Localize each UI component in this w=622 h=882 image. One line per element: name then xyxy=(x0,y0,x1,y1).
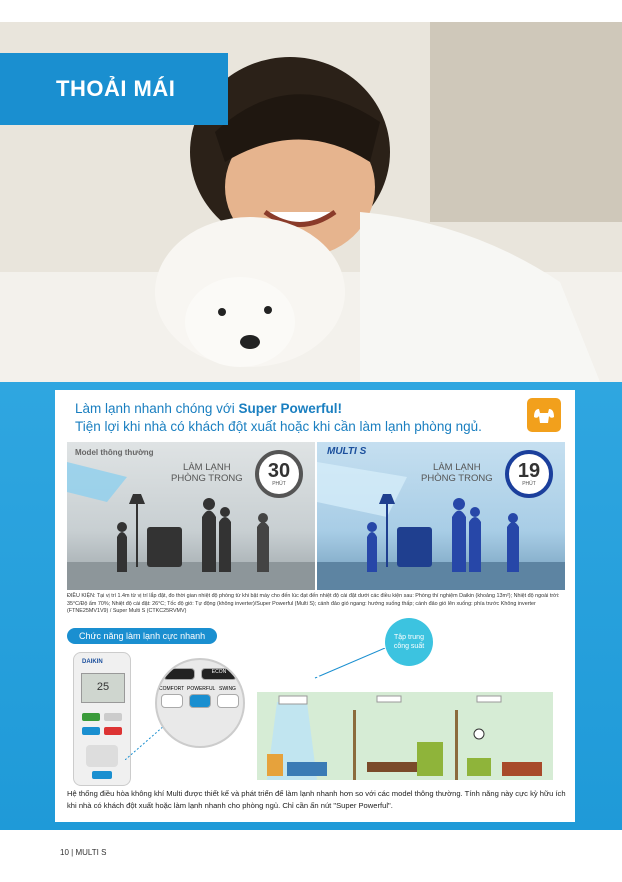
remote-off-button xyxy=(104,727,122,735)
page-footer xyxy=(60,848,106,857)
remote-mode-button xyxy=(82,727,100,735)
headline-strong: Super Powerful! xyxy=(238,401,342,416)
remote-fan-button xyxy=(104,713,122,721)
headline-line2: Tiện lợi khi nhà có khách đột xuất hoặc khi cần làm lạnh phòng ngủ. xyxy=(75,419,482,434)
normal-model-scene xyxy=(67,442,315,590)
multi-cool-line2: PHÒNG TRONG xyxy=(421,473,493,484)
zoom-powerful-label: POWERFUL xyxy=(187,686,216,692)
zoom-comfort-button xyxy=(161,694,183,708)
page-number: 10 xyxy=(60,848,69,857)
normal-minutes: 30 xyxy=(267,460,291,482)
rooms-illustration xyxy=(257,692,553,780)
zoom-swing-button xyxy=(217,694,239,708)
normal-timer xyxy=(255,450,303,498)
multi-timer xyxy=(505,450,553,498)
zoom-comfort-label: COMFORT xyxy=(159,686,185,692)
flexing-muscle-icon xyxy=(527,398,561,432)
zoom-top-button xyxy=(163,668,195,680)
normal-model-label: Model thông thường xyxy=(75,448,154,457)
multi-minutes: 19 xyxy=(517,460,541,482)
remote-brand: DAIKIN xyxy=(82,659,103,665)
remote-powerful-button xyxy=(92,771,112,779)
remote-zoom-view xyxy=(155,658,245,748)
multi-cool-text xyxy=(421,462,493,484)
footer-product: MULTI S xyxy=(75,848,107,857)
callout-line2: công suất xyxy=(393,643,425,650)
multi-s-logo: MULTI S xyxy=(327,446,367,457)
zoom-swing-label: SWING xyxy=(219,686,236,692)
multi-s-scene xyxy=(317,442,565,590)
feature-panel xyxy=(55,390,575,822)
multi-cool-line1: LÀM LẠNH xyxy=(433,462,481,473)
three-rooms-drawing xyxy=(257,692,553,780)
remote-control xyxy=(73,652,131,786)
remote-display: 25 xyxy=(96,681,110,693)
normal-unit: PHÚT xyxy=(272,481,286,487)
remote-screen xyxy=(81,673,125,703)
description-paragraph: Hệ thống điều hòa không khí Multi được thiết kế và phát triển để làm lạnh nhanh hơn so với các model thông thường. Tính năng này cực kỳ hữu ích khi nhà có khách đột xuất hoặc làm lạnh nhanh cho phòng ngủ. Chỉ cần ấn nút "Super Powerful". xyxy=(67,789,566,810)
zoom-powerful-button xyxy=(189,694,211,708)
test-conditions: ĐIỀU KIỆN: Tại vị trí 1.4m từ vị trí lắp đặt, đo thời gian nhiệt độ phòng từ khi bật máy cho đến lúc đạt đến nhiệt độ cài đặt dưới các điều kiện sau: Phòng thí nghiệm Daikin (khoảng 13m²); Nhiệt độ ngoài trời: 35°C/Độ ẩm 70%; Nhiệt độ cài đặt: 26°C; Tốc độ gió: Tự động (không inverter)/Super Powerful (Multi S); cánh đảo gió ngang: hướng xuống thấp; cánh đảo gió lên xuống: phía trước Không inverter (FTNE25MV1V9) / Super Multi S (CTKC25RVMV) xyxy=(67,593,560,614)
function-pill: Chức năng làm lạnh cực nhanh xyxy=(67,628,217,644)
headline xyxy=(75,400,482,436)
remote-cool-button xyxy=(82,713,100,721)
callout-line1: Tập trung xyxy=(394,634,424,641)
multi-unit: PHÚT xyxy=(522,481,536,487)
normal-cool-line2: PHÒNG TRONG xyxy=(171,473,243,484)
headline-prefix: Làm lạnh nhanh chóng với xyxy=(75,401,239,416)
zoom-econo-button: ECON xyxy=(201,668,237,680)
footer-separator: | xyxy=(71,848,74,857)
remote-temp-buttons xyxy=(86,745,118,767)
normal-cool-text xyxy=(171,462,243,484)
normal-cool-line1: LÀM LẠNH xyxy=(183,462,231,473)
section-title: THOẢI MÁI xyxy=(0,53,228,125)
